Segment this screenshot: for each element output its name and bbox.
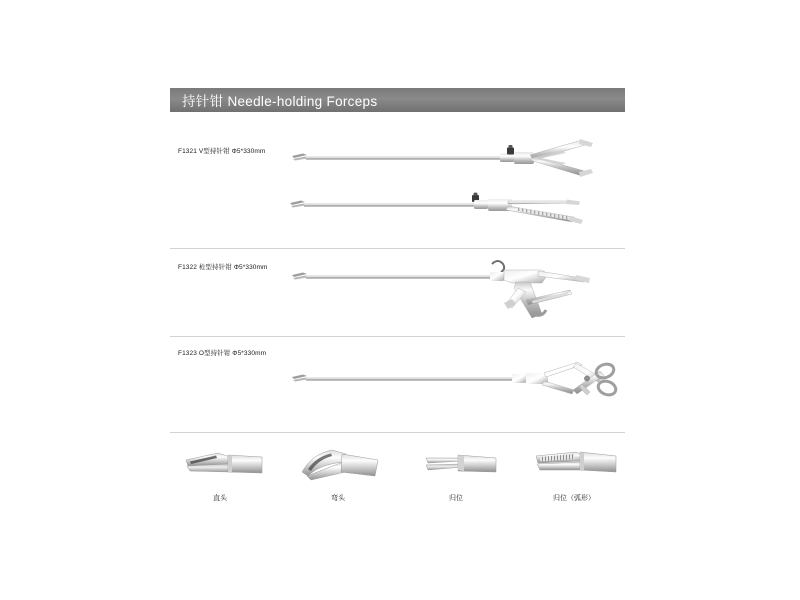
curved-jaw-tip-image [288,438,388,493]
gallery-item-1 [288,438,388,508]
reset-jaw-tip-image [406,438,506,493]
gallery-item-0 [170,438,270,508]
product-label-f1322: F1322 枪型持针钳 Φ5*330mm [178,264,268,271]
product-row-f1323 [170,342,625,432]
instrument-f1322-variant-a [170,256,625,334]
divider-1 [170,248,625,249]
instrument-f1321-variant-b [170,190,625,230]
instrument-drawing [170,138,625,184]
page-title: 持针钳 Needle-holding Forceps [182,94,378,109]
product-label-f1321: F1321 V型持针钳 Φ5*330mm [178,148,266,155]
gallery-caption-3: 归位（弧形） [553,495,595,502]
section-header-bar [170,88,625,112]
instrument-drawing [170,352,625,430]
gallery-caption-2: 归位 [449,495,463,502]
product-row-f1321 [170,138,625,248]
product-label-f1323: F1323 O型持针钳 Φ5*330mm [178,350,267,357]
tip-gallery [170,438,625,508]
reset-curved-jaw-tip-image [524,438,624,493]
divider-3 [170,432,625,433]
gallery-item-3 [524,438,624,508]
instrument-f1321-variant-a [170,138,625,184]
product-row-f1322 [170,256,625,336]
gallery-caption-0: 直头 [213,495,227,502]
divider-2 [170,336,625,337]
instrument-drawing [170,256,625,334]
straight-jaw-tip-image [170,438,270,493]
instrument-drawing [170,190,625,230]
gallery-caption-1: 弯头 [331,495,345,502]
gallery-item-2 [406,438,506,508]
instrument-f1323-variant-a [170,352,625,430]
